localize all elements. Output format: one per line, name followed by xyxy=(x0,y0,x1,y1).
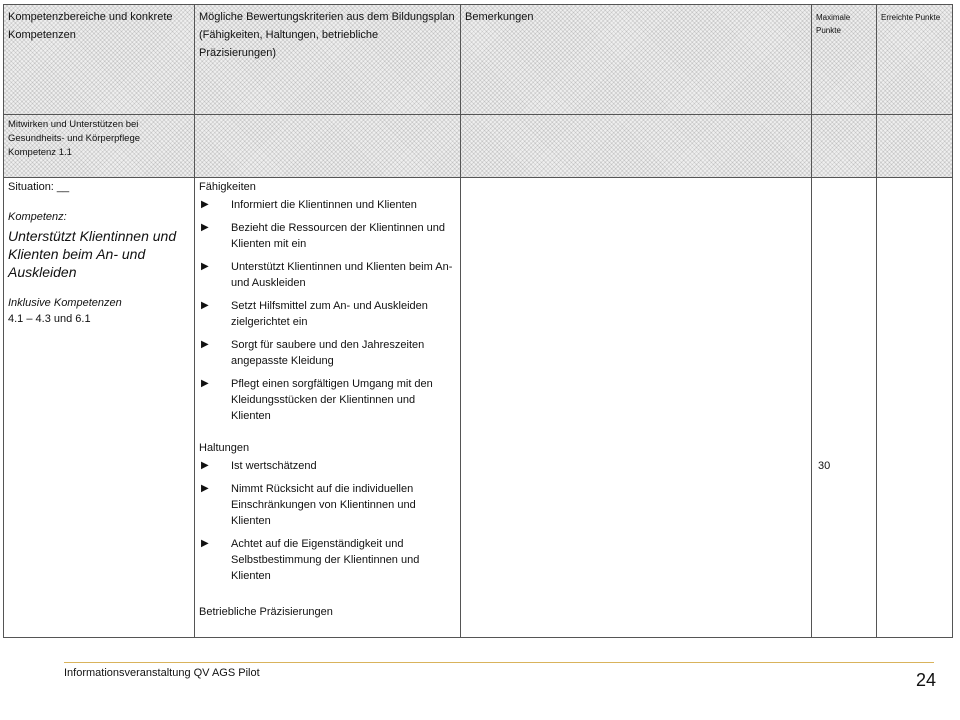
header-erreichte-punkte: Erreichte Punkte xyxy=(881,13,941,22)
page-number: 24 xyxy=(915,670,936,690)
list-item: ▶ Bezieht die Ressourcen der Klientinnen und Klienten mit ein xyxy=(201,222,446,250)
haltungen-title: Haltungen xyxy=(199,442,250,454)
bullet-arrow-icon: ▶ xyxy=(201,199,209,210)
divider xyxy=(876,5,877,637)
evaluation-table xyxy=(3,4,953,638)
bullet-arrow-icon: ▶ xyxy=(201,261,209,272)
bullet-arrow-icon: ▶ xyxy=(201,378,209,389)
betriebliche-praezisierungen-title: Betriebliche Präzisierungen xyxy=(199,606,333,618)
header-maximale-punkte: Maximale Punkte xyxy=(816,13,851,35)
list-item: ▶ Pflegt einen sorgfältigen Umgang mit den Kleidungsstücken der Klientinnen und Klienten xyxy=(201,378,433,422)
divider xyxy=(194,5,195,637)
criteria-list xyxy=(195,179,460,624)
faehigkeiten-title: Fähigkeiten xyxy=(199,181,256,193)
faehigkeiten-list xyxy=(199,197,456,424)
header-bewertungskriterien: Mögliche Bewertungskriterien aus dem Bildungsplan (Fähigkeiten, Haltungen, betriebliche Präzisierungen) xyxy=(199,11,455,59)
list-item: ▶ Achtet auf die Eigenständigkeit und Selbstbestimmung der Klientinnen und Klienten xyxy=(201,538,420,582)
list-item: ▶ Ist wertschätzend xyxy=(201,460,317,472)
header-bemerkungen: Bemerkungen xyxy=(465,11,534,23)
bullet-arrow-icon: ▶ xyxy=(201,339,209,350)
inklusive-kompetenzen-label: Inklusive Kompetenzen xyxy=(8,297,122,309)
footer-divider xyxy=(64,662,934,663)
divider xyxy=(4,177,952,178)
list-item: ▶ Setzt Hilfsmittel zum An- und Auskleiden zielgerichtet ein xyxy=(201,300,428,328)
competence-description xyxy=(4,179,194,327)
bullet-arrow-icon: ▶ xyxy=(201,483,209,494)
list-item: ▶ Unterstützt Klientinnen und Klienten beim An- und Auskleiden xyxy=(201,261,453,289)
divider xyxy=(460,5,461,637)
list-item: ▶ Sorgt für saubere und den Jahreszeiten angepasste Kleidung xyxy=(201,339,425,367)
situation-label: Situation: __ xyxy=(8,181,70,193)
subheader-kompetenzbereich: Mitwirken und Unterstützen bei Gesundheits- und Körperpflege Kompetenz 1.1 xyxy=(8,119,141,158)
bullet-arrow-icon: ▶ xyxy=(201,538,209,549)
haltungen-list xyxy=(199,458,456,584)
max-points-value: 30 xyxy=(818,460,831,472)
divider xyxy=(811,5,812,637)
divider xyxy=(4,114,952,115)
bullet-arrow-icon: ▶ xyxy=(201,222,209,233)
bullet-arrow-icon: ▶ xyxy=(201,300,209,311)
list-item: ▶ Nimmt Rücksicht auf die individuellen Einschränkungen von Klientinnen und Klienten xyxy=(201,483,416,527)
footer-text: Informationsveranstaltung QV AGS Pilot xyxy=(64,667,260,679)
inklusive-kompetenzen-value: 4.1 – 4.3 und 6.1 xyxy=(8,313,91,325)
list-item: ▶ Informiert die Klientinnen und Klienten xyxy=(201,199,417,211)
kompetenz-label: Kompetenz: xyxy=(8,211,67,223)
bullet-arrow-icon: ▶ xyxy=(201,460,209,471)
header-kompetenzbereiche: Kompetenzbereiche und konkrete Kompetenzen xyxy=(8,11,173,41)
kompetenz-title: Unterstützt Klientinnen und Klienten beim An- und Auskleiden xyxy=(8,228,177,280)
